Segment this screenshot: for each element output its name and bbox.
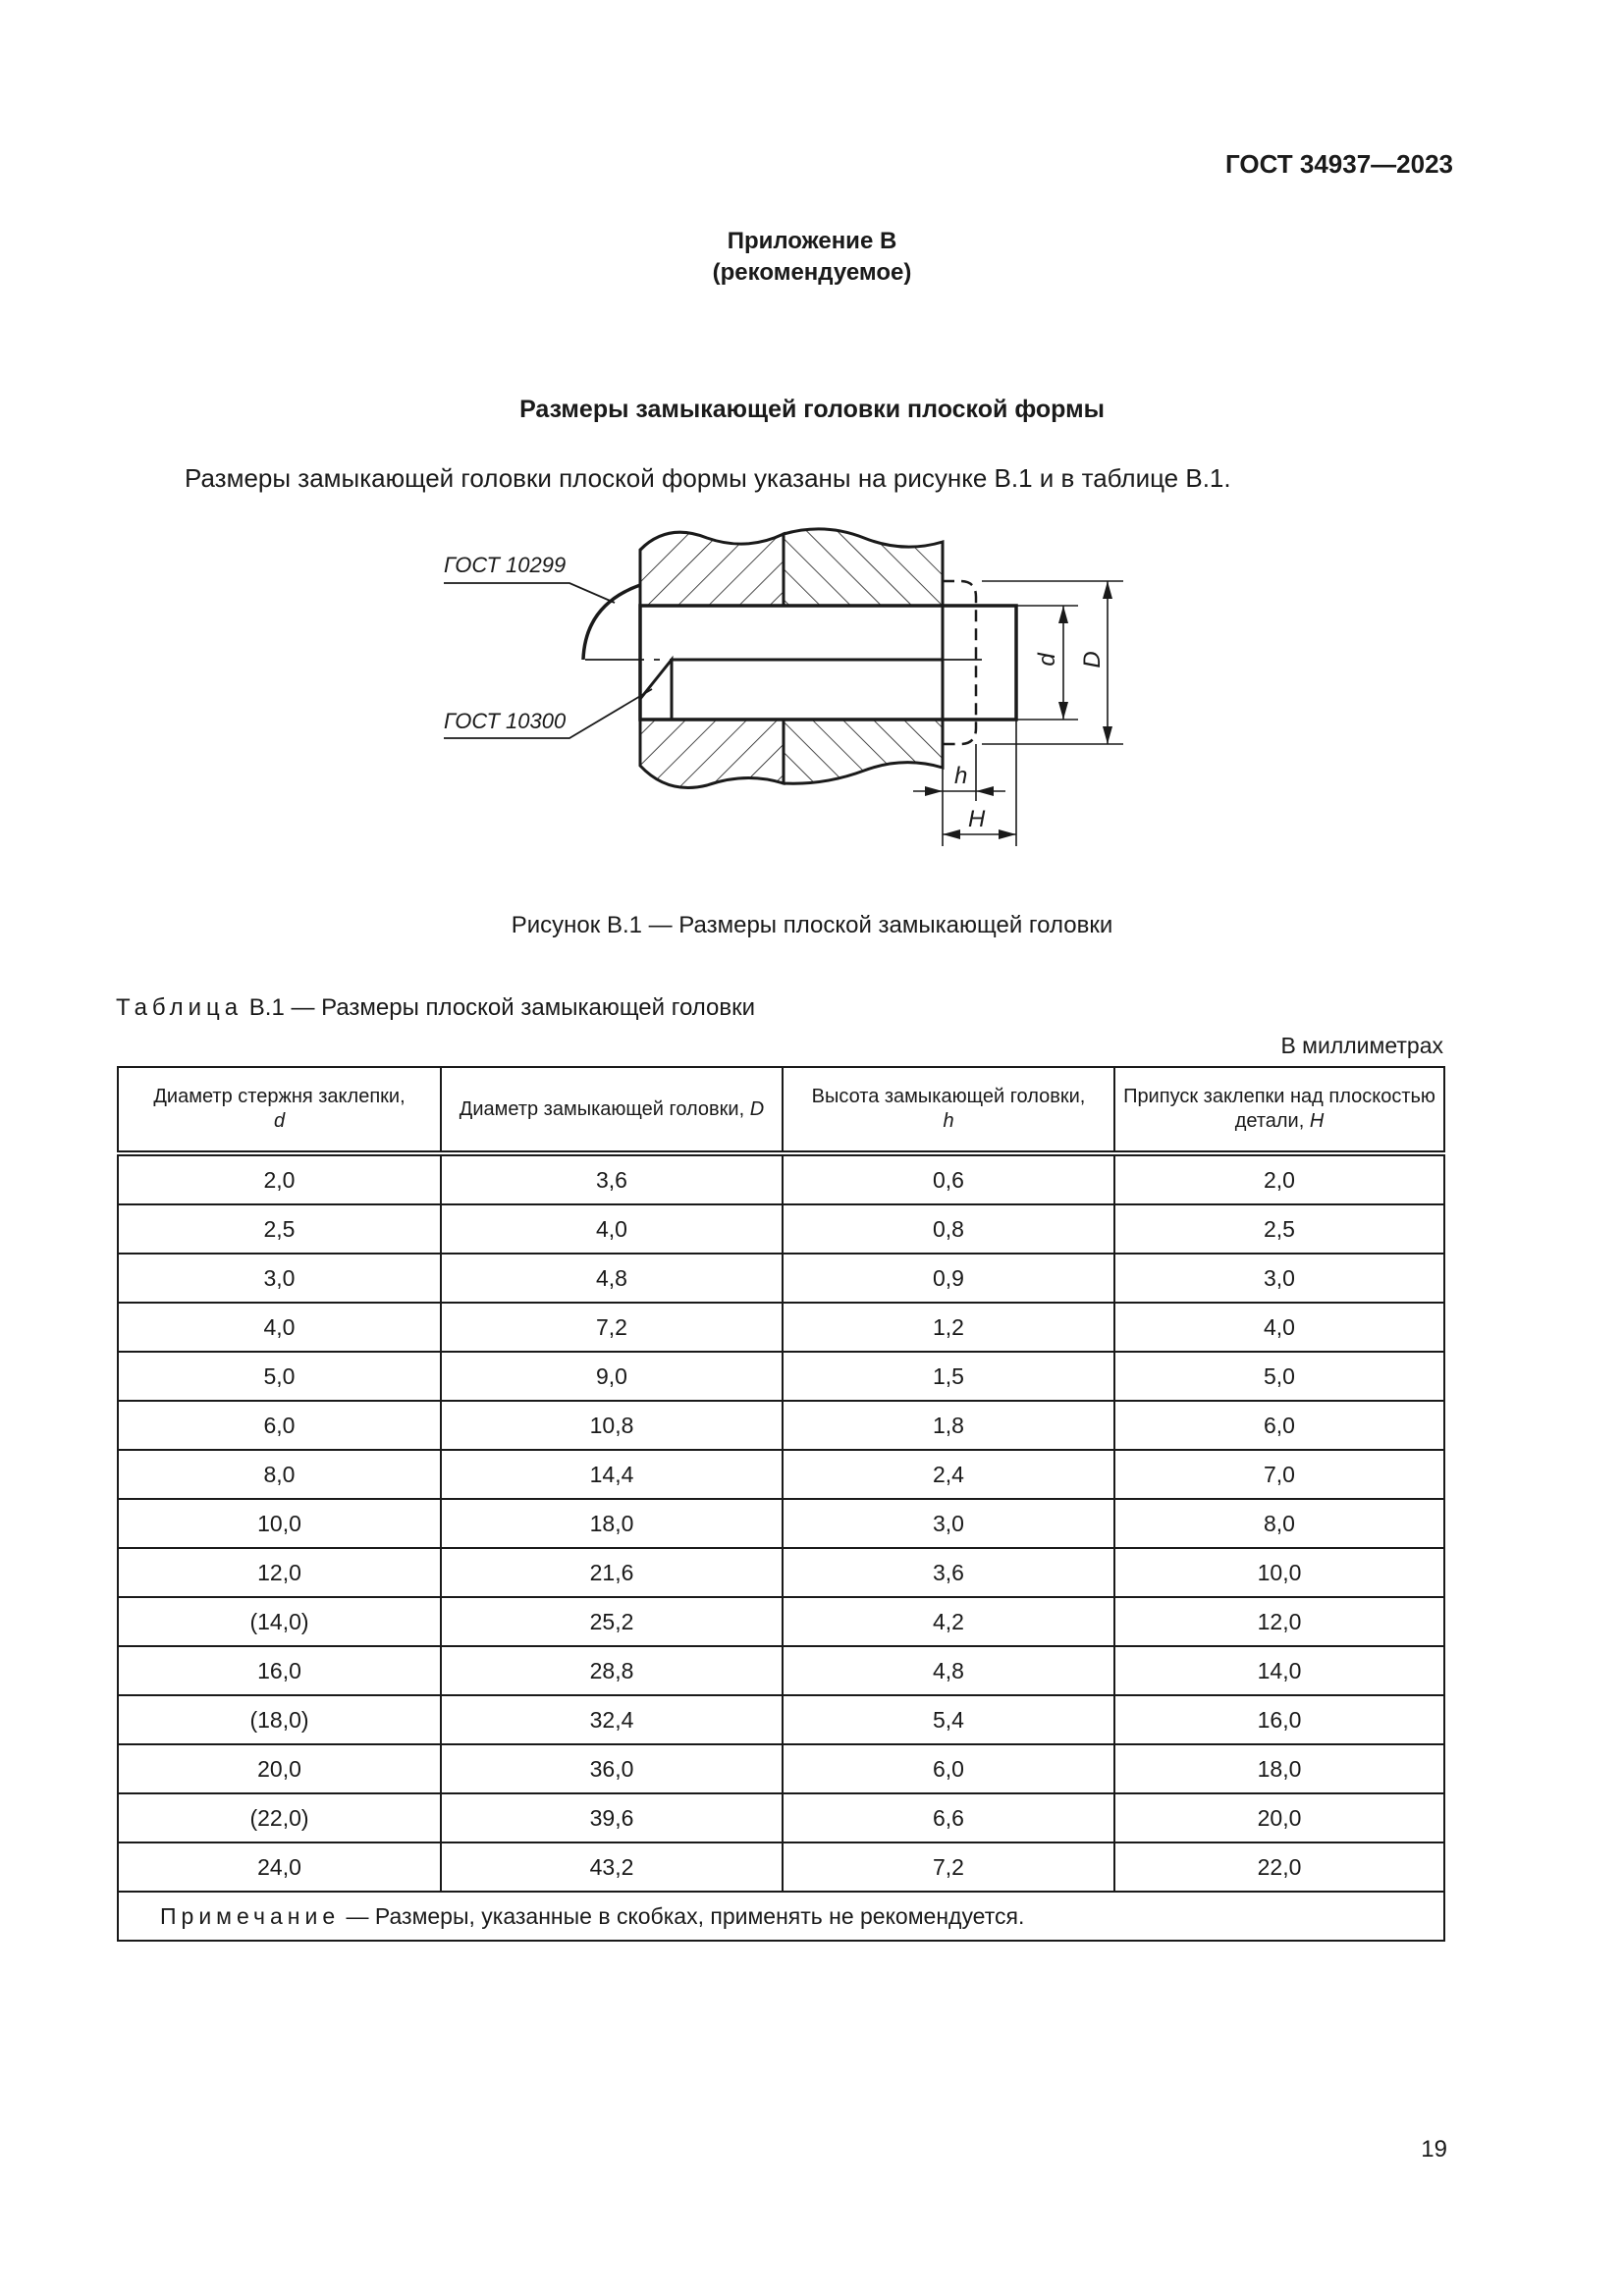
table-cell: (22,0) bbox=[118, 1793, 441, 1842]
table-cell: 4,8 bbox=[783, 1646, 1114, 1695]
table-cell: 0,9 bbox=[783, 1254, 1114, 1303]
table-row bbox=[118, 1153, 1444, 1204]
table-cell: (18,0) bbox=[118, 1695, 441, 1744]
table-cell: 0,6 bbox=[783, 1153, 1114, 1204]
table-cell: 10,0 bbox=[1114, 1548, 1444, 1597]
table-cell: 16,0 bbox=[1114, 1695, 1444, 1744]
table-cell: 4,0 bbox=[118, 1303, 441, 1352]
dim-D-label: D bbox=[1079, 651, 1106, 668]
header-symbol: h bbox=[943, 1110, 954, 1132]
table-cell: 1,2 bbox=[783, 1303, 1114, 1352]
table-header-row bbox=[118, 1067, 1444, 1153]
table-cell: 3,6 bbox=[783, 1548, 1114, 1597]
table-caption-text: В.1 — Размеры плоской замыкающей головки bbox=[243, 994, 756, 1021]
table-cell: 32,4 bbox=[441, 1695, 783, 1744]
annex-title: Приложение В bbox=[727, 228, 897, 254]
table-cell: (14,0) bbox=[118, 1597, 441, 1646]
section-title: Размеры замыкающей головки плоской формы bbox=[519, 396, 1105, 423]
table-row bbox=[118, 1254, 1444, 1303]
table-row bbox=[118, 1204, 1444, 1254]
table-cell: 43,2 bbox=[441, 1842, 783, 1892]
table-cell: 4,0 bbox=[1114, 1303, 1444, 1352]
table-note bbox=[118, 1892, 1444, 1941]
table-caption bbox=[116, 994, 755, 1022]
table-cell: 8,0 bbox=[1114, 1499, 1444, 1548]
table-cell: 28,8 bbox=[441, 1646, 783, 1695]
table-cell: 10,8 bbox=[441, 1401, 783, 1450]
table-cell: 5,0 bbox=[1114, 1352, 1444, 1401]
standard-number: ГОСТ 34937—2023 bbox=[1225, 149, 1453, 179]
label-gost-10299: ГОСТ 10299 bbox=[444, 553, 567, 577]
header-head-diameter bbox=[441, 1067, 783, 1153]
table-cell: 20,0 bbox=[118, 1744, 441, 1793]
table-cell: 22,0 bbox=[1114, 1842, 1444, 1892]
table-row bbox=[118, 1695, 1444, 1744]
table-cell: 3,6 bbox=[441, 1153, 783, 1204]
table-cell: 39,6 bbox=[441, 1793, 783, 1842]
table-cell: 20,0 bbox=[1114, 1793, 1444, 1842]
table-cell: 2,4 bbox=[783, 1450, 1114, 1499]
header-text: Высота замыкающей головки, bbox=[811, 1086, 1086, 1107]
table-cell: 12,0 bbox=[1114, 1597, 1444, 1646]
label-gost-10300: ГОСТ 10300 bbox=[444, 709, 567, 733]
table-cell: 4,8 bbox=[441, 1254, 783, 1303]
figure-caption: Рисунок В.1 — Размеры плоской замыкающей головки bbox=[511, 912, 1113, 938]
note-text: — Размеры, указанные в скобках, применять не рекомендуется. bbox=[340, 1902, 1025, 1929]
annex-status: (рекомендуемое) bbox=[712, 259, 912, 286]
table-cell: 3,0 bbox=[1114, 1254, 1444, 1303]
table-cell: 5,0 bbox=[118, 1352, 441, 1401]
table-cell: 4,0 bbox=[441, 1204, 783, 1254]
header-text: Припуск заклепки над плоскостью детали, bbox=[1123, 1086, 1435, 1132]
table-cell: 36,0 bbox=[441, 1744, 783, 1793]
table-row bbox=[118, 1597, 1444, 1646]
table-cell: 14,4 bbox=[441, 1450, 783, 1499]
table-row bbox=[118, 1450, 1444, 1499]
lower-left-plate-hatched bbox=[640, 720, 784, 788]
table-cell: 10,0 bbox=[118, 1499, 441, 1548]
table-cell: 3,0 bbox=[783, 1499, 1114, 1548]
upper-left-plate-hatched bbox=[640, 532, 784, 606]
dim-h-label: h bbox=[954, 763, 968, 789]
table-row bbox=[118, 1842, 1444, 1892]
table-row bbox=[118, 1646, 1444, 1695]
table-cell: 5,4 bbox=[783, 1695, 1114, 1744]
table-row bbox=[118, 1401, 1444, 1450]
intro-paragraph: Размеры замыкающей головки плоской формы указаны на рисунке В.1 и в таблице В.1. bbox=[185, 463, 1231, 493]
table-cell: 9,0 bbox=[441, 1352, 783, 1401]
table-note-row bbox=[118, 1892, 1444, 1941]
table-cell: 12,0 bbox=[118, 1548, 441, 1597]
rivet-shank bbox=[640, 606, 1016, 720]
table-cell: 2,0 bbox=[1114, 1153, 1444, 1204]
table-row bbox=[118, 1744, 1444, 1793]
table-cell: 7,2 bbox=[783, 1842, 1114, 1892]
table-cell: 18,0 bbox=[1114, 1744, 1444, 1793]
leader-gost-top bbox=[444, 583, 615, 603]
table-cell: 6,0 bbox=[1114, 1401, 1444, 1450]
table-row bbox=[118, 1352, 1444, 1401]
table-cell: 1,8 bbox=[783, 1401, 1114, 1450]
table-cell: 24,0 bbox=[118, 1842, 441, 1892]
table-cell: 7,2 bbox=[441, 1303, 783, 1352]
rivet-head-drawing bbox=[0, 0, 1624, 883]
table-row bbox=[118, 1548, 1444, 1597]
table-cell: 2,5 bbox=[1114, 1204, 1444, 1254]
note-label: Примечание bbox=[160, 1902, 341, 1929]
rivet-head-dimensions-table bbox=[117, 1066, 1445, 1942]
table-cell: 3,0 bbox=[118, 1254, 441, 1303]
table-cell: 6,0 bbox=[118, 1401, 441, 1450]
upper-right-plate-hatched bbox=[784, 529, 943, 606]
manufactured-head-arc bbox=[583, 585, 640, 660]
dim-H-label: H bbox=[968, 806, 986, 832]
header-text: Диаметр замыкающей головки, bbox=[459, 1097, 745, 1120]
dim-d-label: d bbox=[1034, 653, 1060, 667]
table-units: В миллиметрах bbox=[1280, 1033, 1443, 1058]
table-cell: 6,6 bbox=[783, 1793, 1114, 1842]
table-cell: 0,8 bbox=[783, 1204, 1114, 1254]
table-cell: 21,6 bbox=[441, 1548, 783, 1597]
header-symbol: d bbox=[273, 1110, 286, 1132]
table-cell: 16,0 bbox=[118, 1646, 441, 1695]
table-cell: 2,5 bbox=[118, 1204, 441, 1254]
header-text: Диаметр стержня заклепки, bbox=[153, 1086, 406, 1107]
table-cell: 25,2 bbox=[441, 1597, 783, 1646]
page-number: 19 bbox=[1421, 2136, 1447, 2163]
table-cell: 6,0 bbox=[783, 1744, 1114, 1793]
header-symbol: H bbox=[1309, 1110, 1325, 1132]
header-head-height bbox=[783, 1067, 1114, 1153]
header-symbol: D bbox=[749, 1097, 765, 1120]
table-row bbox=[118, 1499, 1444, 1548]
table-cell: 2,0 bbox=[118, 1153, 441, 1204]
lower-right-plate-hatched bbox=[784, 720, 943, 783]
table-cell: 18,0 bbox=[441, 1499, 783, 1548]
table-cell: 7,0 bbox=[1114, 1450, 1444, 1499]
header-allowance bbox=[1114, 1067, 1444, 1153]
table-cell: 8,0 bbox=[118, 1450, 441, 1499]
table-row bbox=[118, 1793, 1444, 1842]
table-caption-label: Таблица bbox=[116, 994, 244, 1021]
header-shank-diameter bbox=[118, 1067, 441, 1153]
table-cell: 4,2 bbox=[783, 1597, 1114, 1646]
table-row bbox=[118, 1303, 1444, 1352]
table-cell: 1,5 bbox=[783, 1352, 1114, 1401]
table-cell: 14,0 bbox=[1114, 1646, 1444, 1695]
